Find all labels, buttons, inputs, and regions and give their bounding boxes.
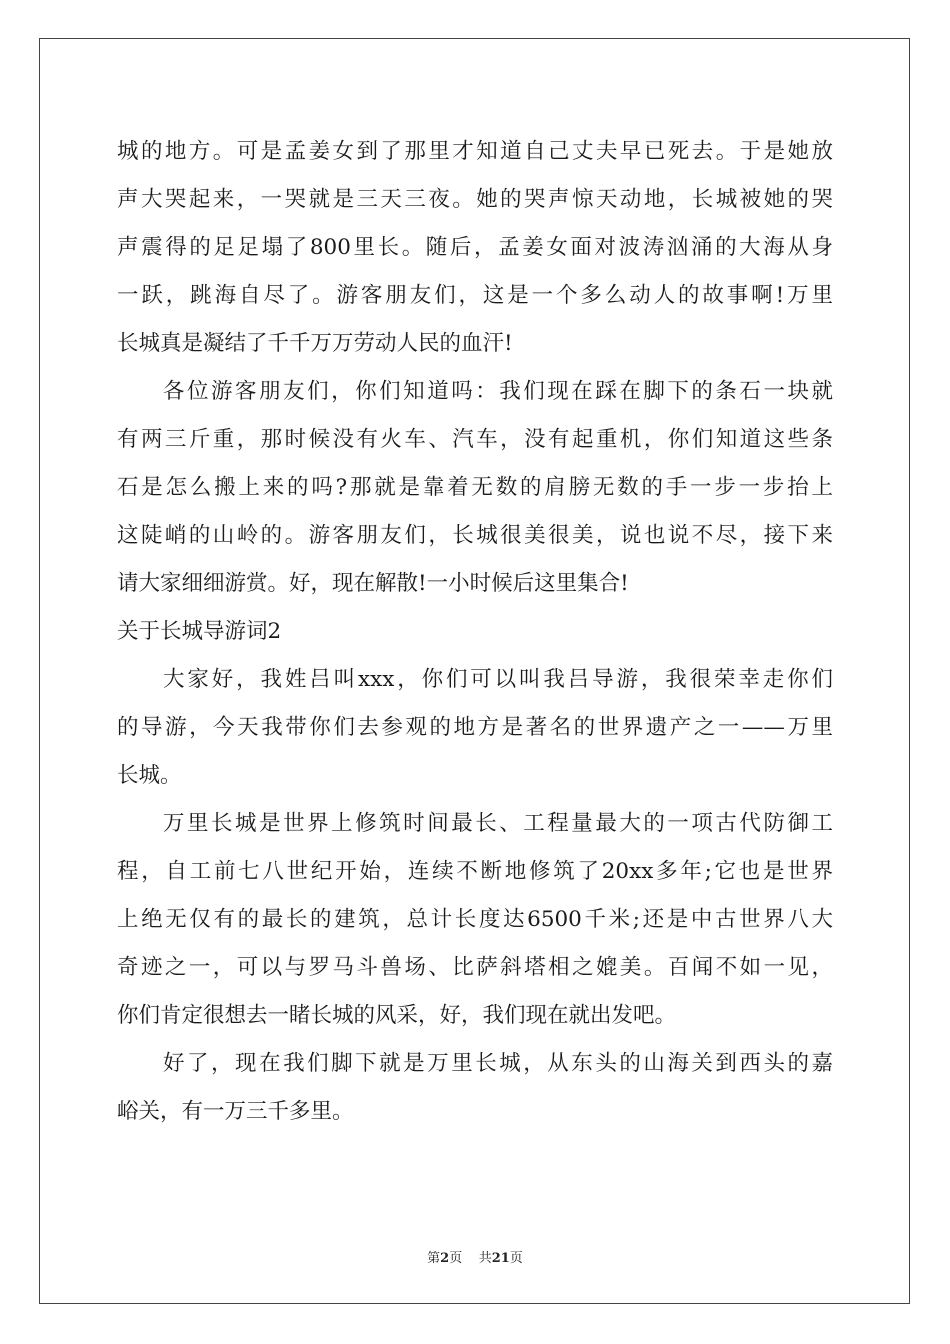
text-line: 城的地方。可是孟姜女到了那里才知道自己丈夫早已死去。于是她放 [117,139,833,164]
text-line: 上绝无仅有的最长的建筑，总计长度达6500千米;还是中古世界八大 [117,907,833,932]
text-line: 声震得的足足塌了800里长。随后，孟姜女面对波涛汹涌的大海从身 [117,235,833,260]
text-line: 程，自工前七八世纪开始，连续不断地修筑了20xx多年;它也是世界 [117,859,833,884]
text-line: 好了，现在我们脚下就是万里长城，从东头的山海关到西头的嘉 [163,1051,833,1076]
paragraph-story-ending [117,128,833,368]
page-suffix: 页 [449,1251,463,1266]
total-suffix: 页 [509,1251,523,1266]
text-line: 声大哭起来，一哭就是三天三夜。她的哭声惊天动地，长城被她的哭 [117,187,833,212]
text-line: 长城真是凝结了千千万万劳动人民的血汗! [117,331,513,356]
text-line: 石是怎么搬上来的吗?那就是靠着无数的肩膀无数的手一步一步抬上 [117,475,833,500]
page-number: 2 [440,1251,450,1266]
text-line: 请大家细细游赏。好，现在解散!一小时候后这里集合! [117,571,629,596]
section-heading: 关于长城导游词2 [117,619,282,644]
text-line: 的导游，今天我带你们去参观的地方是著名的世界遗产之一——万里 [117,715,833,740]
text-line: 有两三斤重，那时候没有火车、汽车，没有起重机，你们知道这些条 [117,427,833,452]
paragraph-greeting [117,656,833,800]
text-line: 你们肯定很想去一睹长城的风采，好，我们现在就出发吧。 [117,1003,677,1028]
paragraph-arrival [117,1040,833,1136]
total-pages: 21 [491,1251,510,1266]
document-body [117,128,833,1136]
paragraph-history [117,800,833,1040]
text-line: 各位游客朋友们，你们知道吗：我们现在踩在脚下的条石一块就 [163,379,833,404]
text-line: 峪关，有一万三千多里。 [117,1099,354,1124]
paragraph-stones [117,368,833,608]
page-footer [0,1247,950,1266]
text-line: 一跃，跳海自尽了。游客朋友们，这是一个多么动人的故事啊!万里 [117,283,833,308]
total-prefix: 共 [478,1251,492,1266]
text-line: 长城。 [117,763,182,788]
text-line: 奇迹之一，可以与罗马斗兽场、比萨斜塔相之媲美。百闻不如一见， [117,955,833,980]
text-line: 大家好，我姓吕叫xxx，你们可以叫我吕导游，我很荣幸走你们 [163,667,833,692]
page-prefix: 第 [427,1251,441,1266]
text-line: 万里长城是世界上修筑时间最长、工程量最大的一项古代防御工 [163,811,833,836]
text-line: 这陡峭的山岭的。游客朋友们，长城很美很美，说也说不尽，接下来 [117,523,833,548]
